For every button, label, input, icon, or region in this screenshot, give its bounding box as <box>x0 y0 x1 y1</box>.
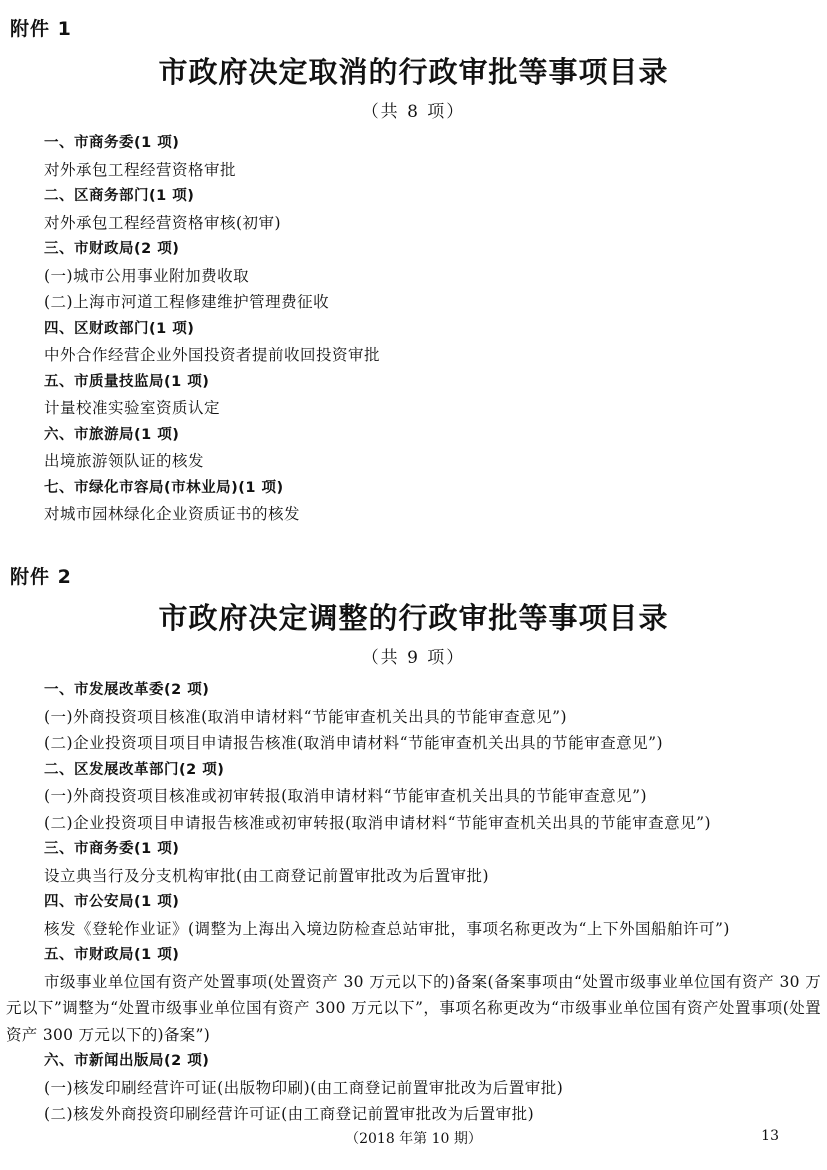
attachment-1-label: 附件 1 <box>10 18 72 40</box>
issue-footer: （2018 年第 10 期） <box>345 1131 482 1147</box>
list-item: 对外承包工程经营资格审核(初审) <box>44 213 282 232</box>
section-heading: 五、市财政局(1 项) <box>44 947 180 963</box>
list-item: (一)核发印刷经营许可证(出版物印刷)(由工商登记前置审批改为后置审批) <box>44 1078 564 1097</box>
list-item: (一)城市公用事业附加费收取 <box>44 266 250 285</box>
attachment-2-list-part-a <box>0 677 827 969</box>
list-item: 计量校准实验室资质认定 <box>44 399 221 417</box>
section-heading: 四、区财政部门(1 项) <box>44 320 195 337</box>
list-item: 核发《登轮作业证》(调整为上海出入境边防检查总站审批，事项名称更改为“上下外国船舶许可”) <box>44 919 730 938</box>
section-heading: 三、市财政局(2 项) <box>44 241 180 257</box>
attachment-2-count: （共 9 项） <box>361 648 466 668</box>
list-item: 中外合作经营企业外国投资者提前收回投资审批 <box>44 346 381 364</box>
section-heading: 五、市质量技监局(1 项) <box>44 373 210 390</box>
list-item: 对外承包工程经营资格审批 <box>44 160 237 179</box>
list-item: (二)上海市河道工程修建维护管理费征收 <box>44 293 330 311</box>
list-item: (一)外商投资项目核准或初审转报(取消申请材料“节能审查机关出具的节能审查意见”) <box>44 787 648 805</box>
list-item: 出境旅游领队证的核发 <box>44 452 205 470</box>
attachment-2-title: 市政府决定调整的行政审批等事项目录 <box>158 601 669 635</box>
section-heading: 一、市商务委(1 项) <box>44 135 180 151</box>
section-heading: 二、区商务部门(1 项) <box>44 188 195 204</box>
section-heading: 六、市旅游局(1 项) <box>44 426 180 443</box>
list-item: (二)核发外商投资印刷经营许可证(由工商登记前置审批改为后置审批) <box>44 1105 535 1123</box>
page-number: 13 <box>761 1128 779 1144</box>
finance-item-paragraph: 市级事业单位国有资产处置事项(处置资产 30 万元以下的)备案(备案事项由“处置市级事业单位国有资产 30 万元以下”调整为“处置市级事业单位国有资产 300 万元以下”，事项名称更改为“市级事业单位国有资产处置事项(处置资产 300 万元以下的)备案”) <box>6 972 821 1044</box>
attachment-1-title: 市政府决定取消的行政审批等事项目录 <box>158 55 669 89</box>
section-heading: 七、市绿化市容局(市林业局)(1 项) <box>44 479 284 496</box>
section-heading: 二、区发展改革部门(2 项) <box>44 761 225 778</box>
section-heading: 四、市公安局(1 项) <box>44 894 180 910</box>
list-item: 对城市园林绿化企业资质证书的核发 <box>44 505 301 523</box>
attachment-1-list <box>0 130 827 528</box>
attachment-2-label: 附件 2 <box>10 566 72 588</box>
list-item: (二)企业投资项目申请报告核准或初审转报(取消申请材料“节能审查机关出具的节能审查意见”) <box>44 813 712 832</box>
list-item: 设立典当行及分支机构审批(由工商登记前置审批改为后置审批) <box>44 866 490 885</box>
attachment-2-list <box>0 677 827 1128</box>
list-item: (一)外商投资项目核准(取消申请材料“节能审查机关出具的节能审查意见”) <box>44 707 568 726</box>
attachment-2-list-part-b <box>0 1048 827 1128</box>
section-heading: 一、市发展改革委(2 项) <box>44 682 210 698</box>
attachment-1-count: （共 8 项） <box>361 102 466 122</box>
section-heading: 六、市新闻出版局(2 项) <box>44 1053 210 1069</box>
section-heading: 三、市商务委(1 项) <box>44 841 180 857</box>
list-item: (二)企业投资项目项目申请报告核准(取消申请材料“节能审查机关出具的节能审查意见”) <box>44 734 664 752</box>
